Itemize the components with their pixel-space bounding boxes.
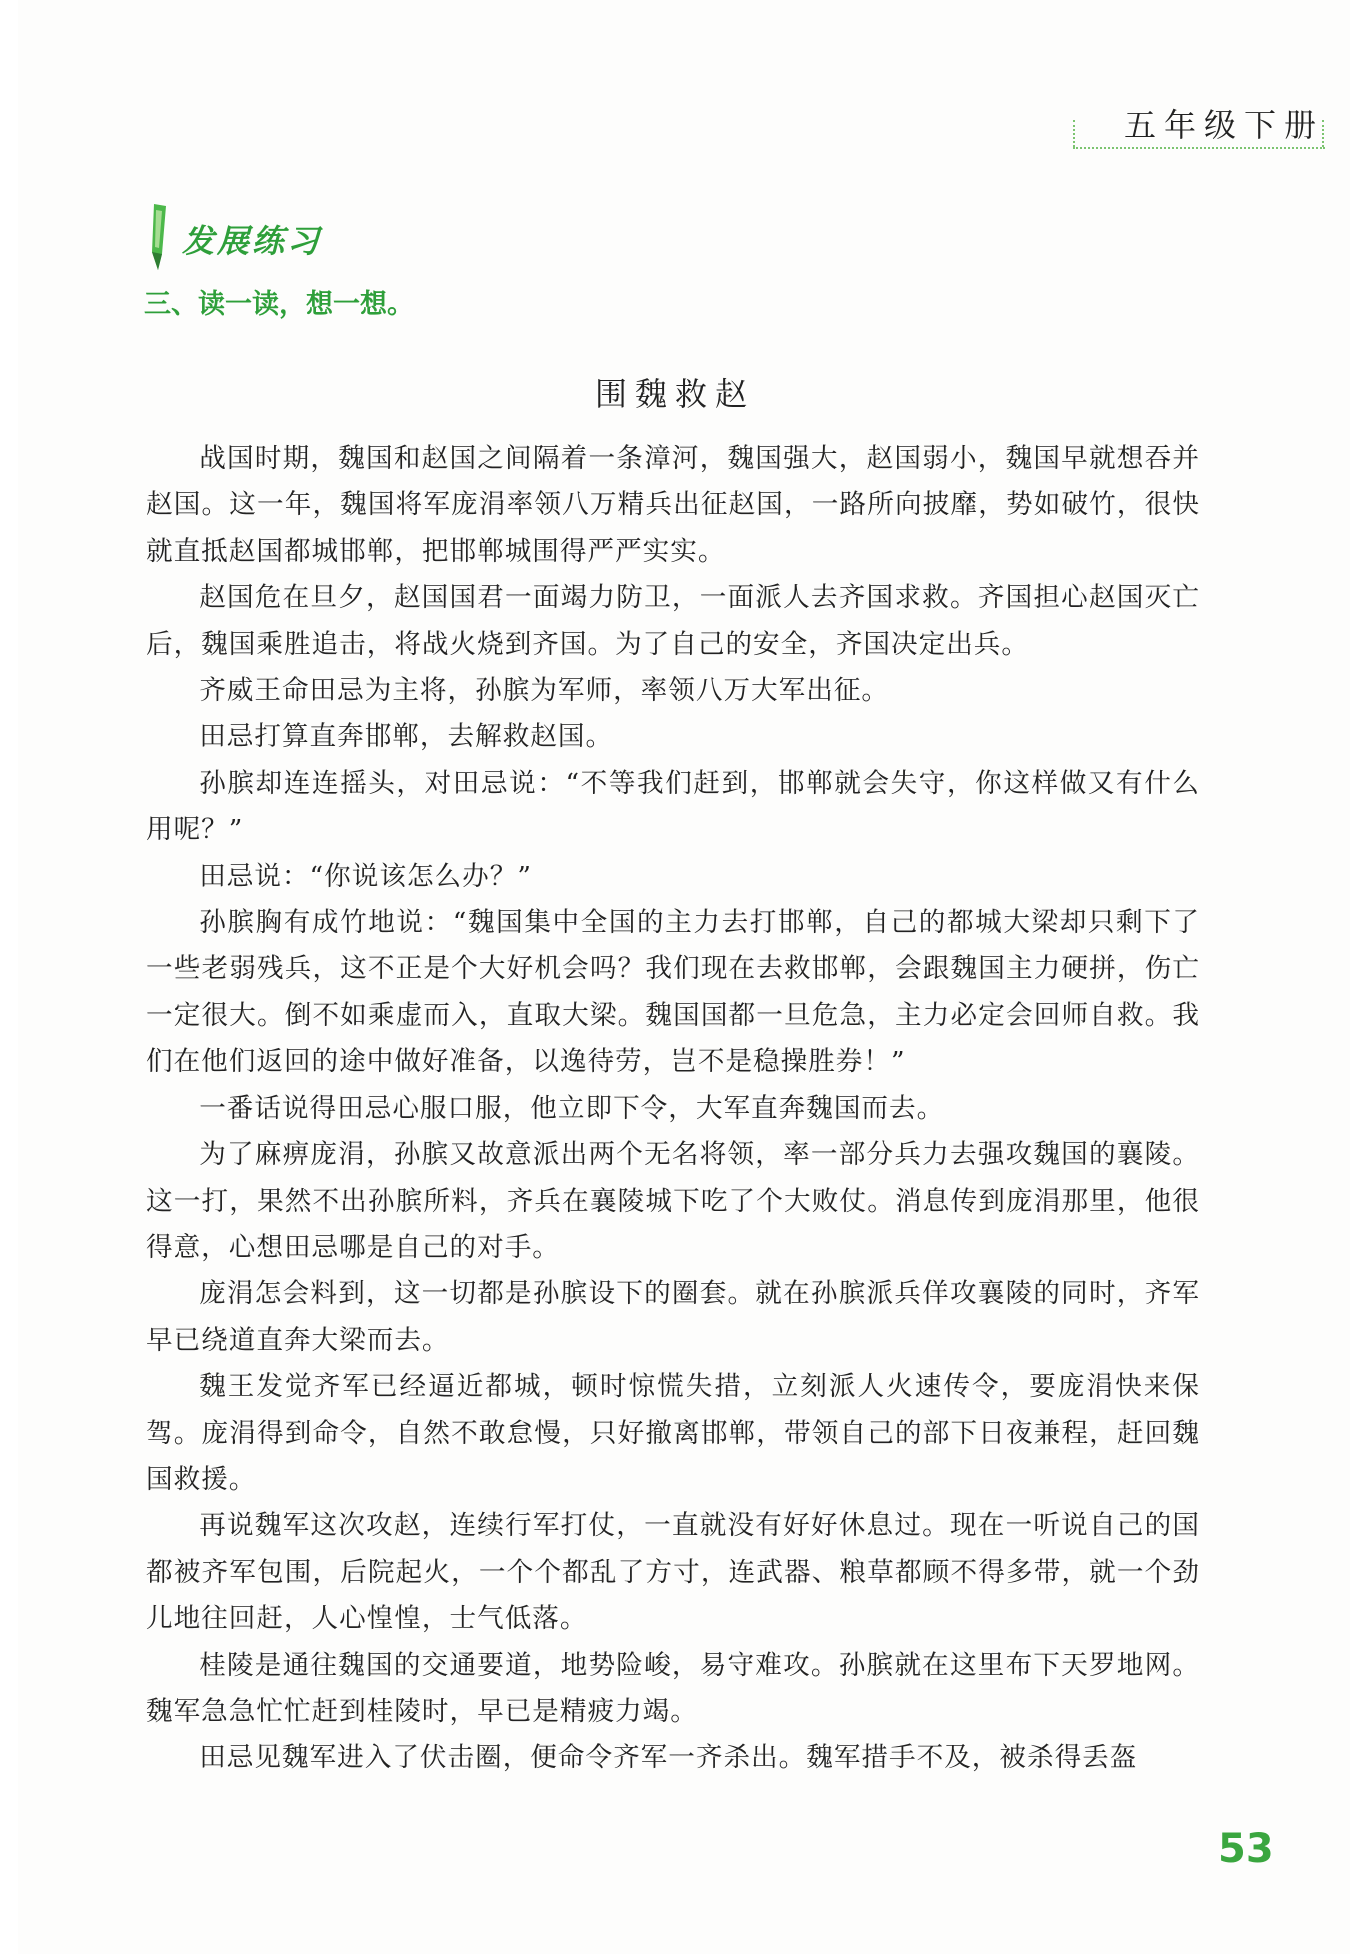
paragraph: 齐威王命田忌为主将，孙膑为军师，率领八万大军出征。: [199, 675, 890, 707]
paragraph: 再说魏军这次攻赵，连续行军打仗，一直就没有好好休息过。现在一听说自己的国都被齐军包围，后院起火，一个个都乱了方寸，连武器、粮草都顾不得多带，就一个劲儿地往回赶，人心惶惶，士气低落。: [146, 1510, 1200, 1635]
paragraph: 为了麻痹庞涓，孙膑又故意派出两个无名将领，率一部分兵力去强攻魏国的襄陵。这一打，果然不出孙膑所料，齐兵在襄陵城下吃了个大败仗。消息传到庞涓那里，他很得意，心想田忌哪是自己的对手。: [146, 1139, 1200, 1263]
paragraph: 赵国危在旦夕，赵国国君一面竭力防卫，一面派人去齐国求救。齐国担心赵国灭亡后，魏国乘胜追击，将战火烧到齐国。为了自己的安全，齐国决定出兵。: [146, 582, 1200, 660]
paragraph: 庞涓怎会料到，这一切都是孙膑设下的圈套。就在孙膑派兵佯攻襄陵的同时，齐军早已绕道直奔大梁而去。: [146, 1278, 1200, 1356]
grade-frame-left: [1073, 120, 1075, 147]
grade-frame-right: [1322, 120, 1324, 147]
exercise-title: 三、读一读，想一想。: [144, 289, 414, 320]
paragraph: 孙膑胸有成竹地说：“魏国集中全国的主力去打邯郸，自己的都城大梁却只剩下了一些老弱残兵，这不正是个大好机会吗？我们现在去救邯郸，会跟魏国主力硬拼，伤亡一定很大。倒不如乘虚而入，直取大梁。魏国国都一旦危急，主力必定会回师自救。我们在他们返回的途中做好准备，以逸待劳，岂不是稳操胜券！”: [146, 907, 1200, 1078]
section-title: 发展练习: [182, 222, 323, 260]
article-title: 围魏救赵: [594, 375, 755, 413]
paragraph: 魏王发觉齐军已经逼近都城，顿时惊慌失措，立刻派人火速传令，要庞涓快来保驾。庞涓得到命令，自然不敢怠慢，只好撤离邯郸，带领自己的部下日夜兼程，赶回魏国救援。: [146, 1371, 1200, 1495]
grade-label: 五年级下册: [1124, 106, 1325, 144]
paragraph: 战国时期，魏国和赵国之间隔着一条漳河，魏国强大，赵国弱小，魏国早就想吞并赵国。这一年，魏国将军庞涓率领八万精兵出征赵国，一路所向披靡，势如破竹，很快就直抵赵国都城邯郸，把邯郸城围得严严实实。: [146, 443, 1200, 567]
paragraph: 一番话说得田忌心服口服，他立即下令，大军直奔魏国而去。: [199, 1092, 945, 1124]
paragraph: 桂陵是通往魏国的交通要道，地势险峻，易守难攻。孙膑就在这里布下天罗地网。魏军急急忙忙赶到桂陵时，早已是精疲力竭。: [146, 1649, 1200, 1727]
pencil-icon: [144, 202, 172, 272]
article-body: [146, 436, 1200, 1782]
paragraph: 田忌说：“你说该怎么办？”: [199, 860, 532, 892]
paragraph: 田忌见魏军进入了伏击圈，便命令齐军一齐杀出。魏军措手不及，被杀得丢盔: [199, 1742, 1138, 1774]
paragraph: 孙膑却连连摇头，对田忌说：“不等我们赶到，邯郸就会失守，你这样做又有什么用呢？”: [146, 767, 1200, 846]
page-number: 53: [1218, 1826, 1274, 1872]
grade-frame-underline: [1073, 147, 1325, 149]
paragraph: 田忌打算直奔邯郸，去解救赵国。: [199, 721, 614, 753]
